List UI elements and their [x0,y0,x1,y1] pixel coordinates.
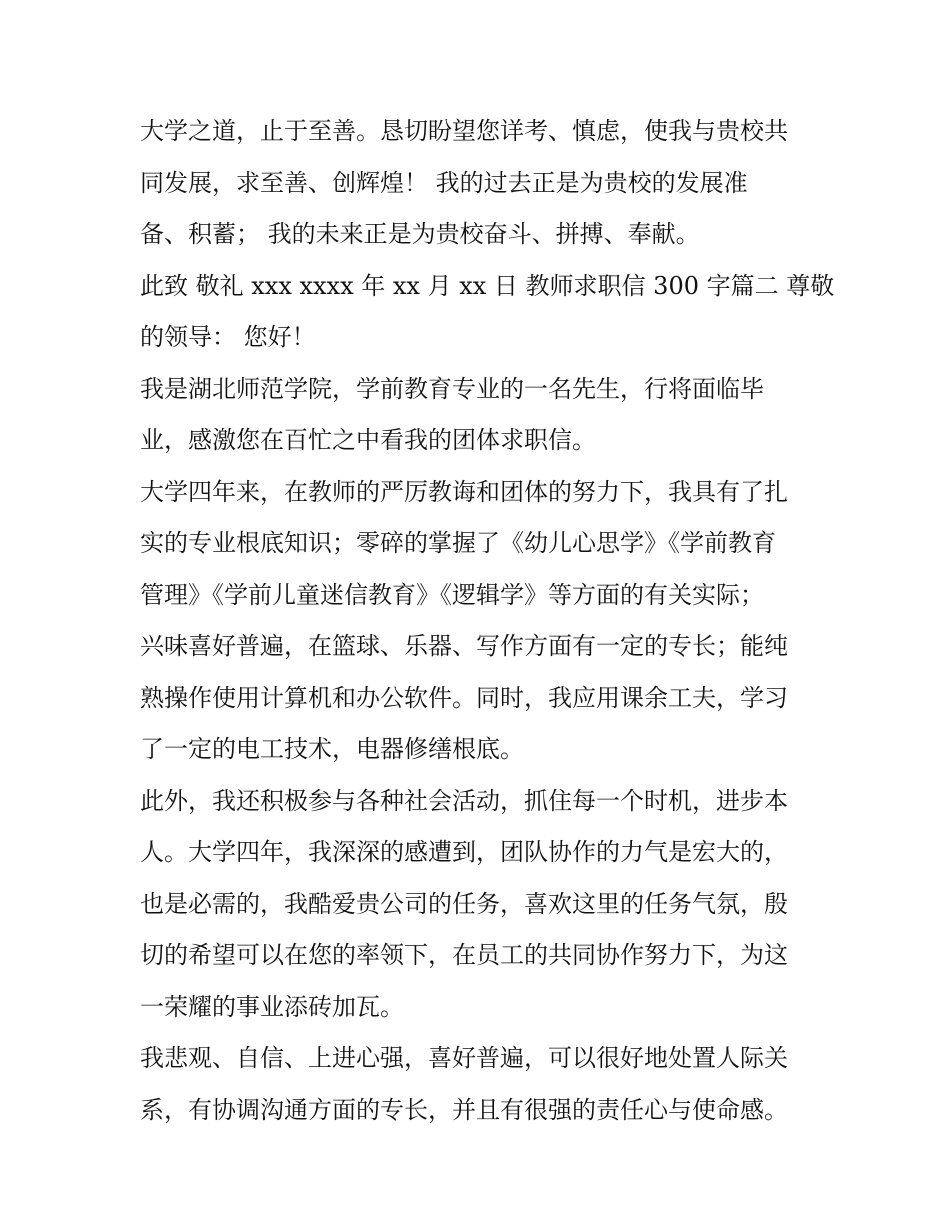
text-line: 管理》《学前儿童迷信教育》《逻辑学》等方面的有关实际； [140,580,764,609]
text-line: 我悲观、自信、上进心强，喜好普遍，可以很好地处置人际关 [140,1044,788,1072]
text-line: 业，感激您在百忙之中看我的团体求职信。 [140,426,596,454]
text-line: 大学四年来，在教师的严厉教诲和团体的努力下，我具有了扎 [140,477,788,506]
text-line: 熟操作使用计算机和办公软件。同时，我应用课余工夫，学习 [140,683,788,712]
text-line: 实的专业根底知识；零碎的掌握了《幼儿心思学》《学前教育 [140,529,776,557]
text-line: 系，有协调沟通方面的专长，并且有很强的责任心与使命感。 [140,1095,788,1124]
text-line: 一荣耀的事业添砖加瓦。 [140,992,404,1021]
text-line: 人。大学四年，我深深的感遭到，团队协作的力气是宏大的， [140,838,788,866]
text-line: 的领导： 您好！ [140,323,316,351]
text-line: 我是湖北师范学院，学前教育专业的一名先生，行将面临毕 [140,374,764,403]
text-line: 此外，我还积极参与各种社会活动，抓住每一个时机，进步本 [140,786,788,815]
text-line: 兴味喜好普遍，在篮球、乐器、写作方面有一定的专长；能纯 [140,632,788,660]
text-line: 此致 敬礼 xxx xxxx 年 xx 月 xx 日 教师求职信 300 字篇二 尊敬 [140,271,835,300]
text-line: 也是必需的，我酷爱贵公司的任务，喜欢这里的任务气氛，殷 [140,889,788,918]
text-line: 同发展，求至善、创辉煌！ 我的过去正是为贵校的发展准 [140,168,748,197]
letter-body [140,106,835,1136]
text-line: 备、积蓄； 我的未来正是为贵校奋斗、拼搏、奉献。 [140,220,700,248]
text-line: 大学之道，止于至善。恳切盼望您详考、慎虑，使我与贵校共 [140,117,788,145]
text-line: 了一定的电工技术，电器修缮根底。 [140,735,524,763]
text-line: 切的希望可以在您的率领下，在员工的共同协作努力下，为这 [140,941,788,969]
